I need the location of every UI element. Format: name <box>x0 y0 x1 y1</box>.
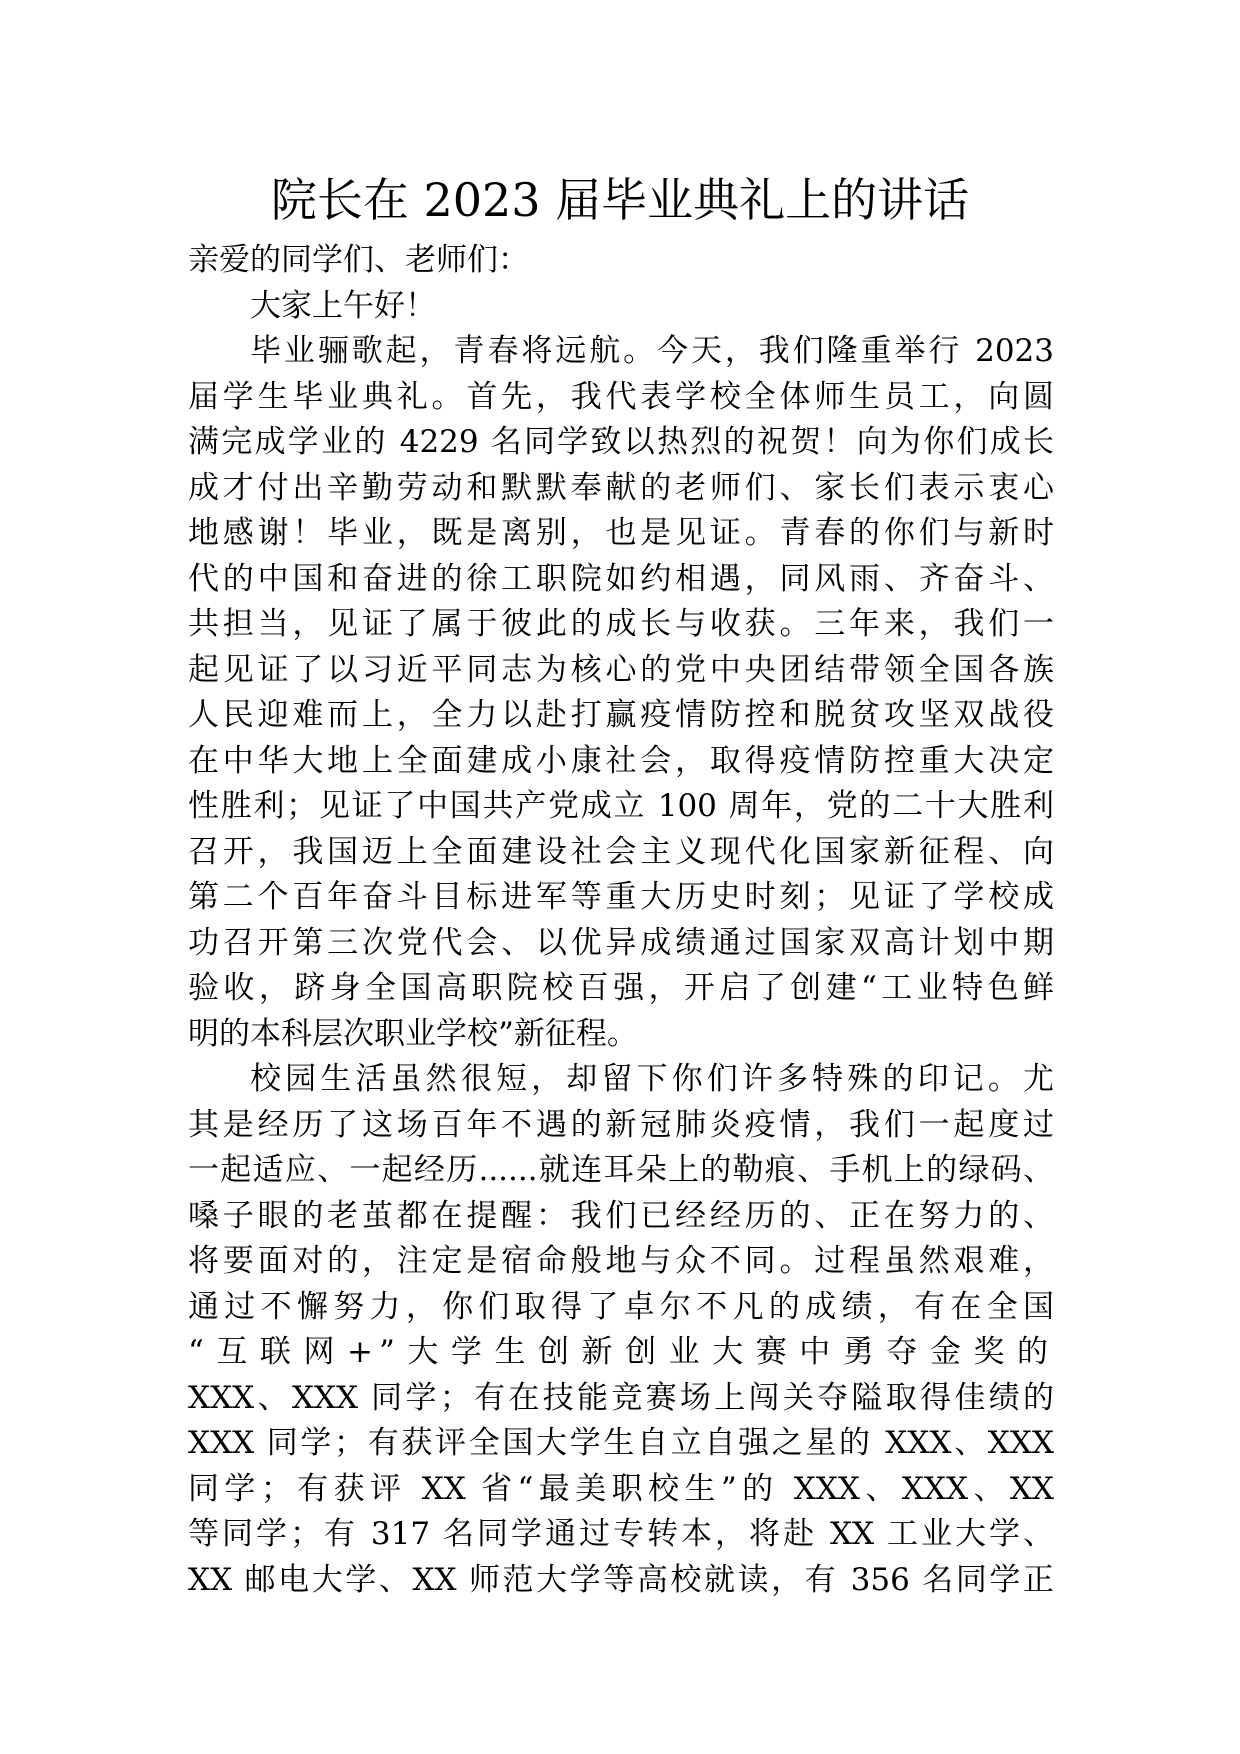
paragraph-line: 人民迎难而上，全力以赴打赢疫情防控和脱贫攻坚双战役 <box>188 697 1054 733</box>
paragraph-line: 成才付出辛勤劳动和默默奉献的老师们、家长们表示衷心 <box>188 469 1054 506</box>
page-title: 院长在 2023 届毕业典礼上的讲话 <box>270 173 970 227</box>
paragraph-line: 起见证了以习近平同志为核心的党中央团结带领全国各族 <box>188 651 1054 688</box>
speech-body <box>188 238 1054 1603</box>
paragraph-line: 功召开第三次党代会、以优异成绩通过国家双高计划中期 <box>188 924 1054 961</box>
paragraph-line: 将要面对的，注定是宿命般地与众不同。过程虽然艰难， <box>188 1243 1054 1279</box>
paragraph-line: 满完成学业的 4229 名同学致以热烈的祝贺！向为你们成长 <box>188 424 1054 460</box>
paragraph-line: 共担当，见证了属于彼此的成长与收获。三年来，我们一 <box>188 606 1054 642</box>
paragraph-1 <box>188 329 1054 1057</box>
paragraph-line: 其是经历了这场百年不遇的新冠肺炎疫情，我们一起度过 <box>188 1106 1054 1143</box>
paragraph-line: 通过不懈努力，你们取得了卓尔不凡的成绩，有在全国 <box>188 1288 1054 1325</box>
paragraph-line: 性胜利；见证了中国共产党成立 100 周年，党的二十大胜利 <box>188 788 1054 824</box>
paragraph-line: 毕业骊歌起，青春将远航。今天，我们隆重举行 2023 <box>250 333 1054 369</box>
paragraph-line: 一起适应、一起经历......就连耳朵上的勒痕、手机上的绿码、 <box>188 1152 1054 1188</box>
paragraph-line: 验收，跻身全国高职院校百强，开启了创建“工业特色鲜 <box>188 970 1054 1006</box>
paragraph-line: XXX、XXX 同学；有在技能竞赛场上闯关夺隘取得佳绩的 <box>188 1379 1054 1416</box>
paragraph-line: 代的中国和奋进的徐工职院如约相遇，同风雨、齐奋斗、 <box>188 560 1054 597</box>
paragraph-line: 第二个百年奋斗目标进军等重大历史时刻；见证了学校成 <box>188 879 1054 915</box>
paragraph-line: 在中华大地上全面建成小康社会，取得疫情防控重大决定 <box>188 742 1054 779</box>
paragraph-line: XX 邮电大学、XX 师范大学等高校就读，有 356 名同学正 <box>188 1561 1054 1598</box>
paragraph-line: 届学生毕业典礼。首先，我代表学校全体师生员工，向圆 <box>188 378 1054 415</box>
paragraph-line: 嗓子眼的老茧都在提醒：我们已经经历的、正在努力的、 <box>188 1197 1054 1234</box>
paragraph-line: XXX 同学；有获评全国大学生自立自强之星的 XXX、XXX <box>188 1425 1054 1461</box>
paragraph-line: 明的本科层次职业学校”新征程。 <box>188 1015 638 1052</box>
paragraph-line: 等同学；有 317 名同学通过专转本，将赴 XX 工业大学、 <box>188 1516 1054 1552</box>
paragraph-line: 召开，我国迈上全面建设社会主义现代化国家新征程、向 <box>188 833 1054 870</box>
salutation: 亲爱的同学们、老师们： <box>188 242 529 278</box>
greeting: 大家上午好！ <box>250 287 436 324</box>
paragraph-2 <box>188 1057 1054 1603</box>
paragraph-line: 校园生活虽然很短，却留下你们许多特殊的印记。尤 <box>250 1061 1054 1097</box>
paragraph-line: 同学；有获评 XX 省“最美职校生”的 XXX、XXX、XX <box>188 1470 1054 1507</box>
paragraph-line: “互联网+”大学生创新创业大赛中勇夺金奖的 <box>188 1334 1054 1370</box>
paragraph-line: 地感谢！毕业，既是离别，也是见证。青春的你们与新时 <box>188 515 1054 551</box>
